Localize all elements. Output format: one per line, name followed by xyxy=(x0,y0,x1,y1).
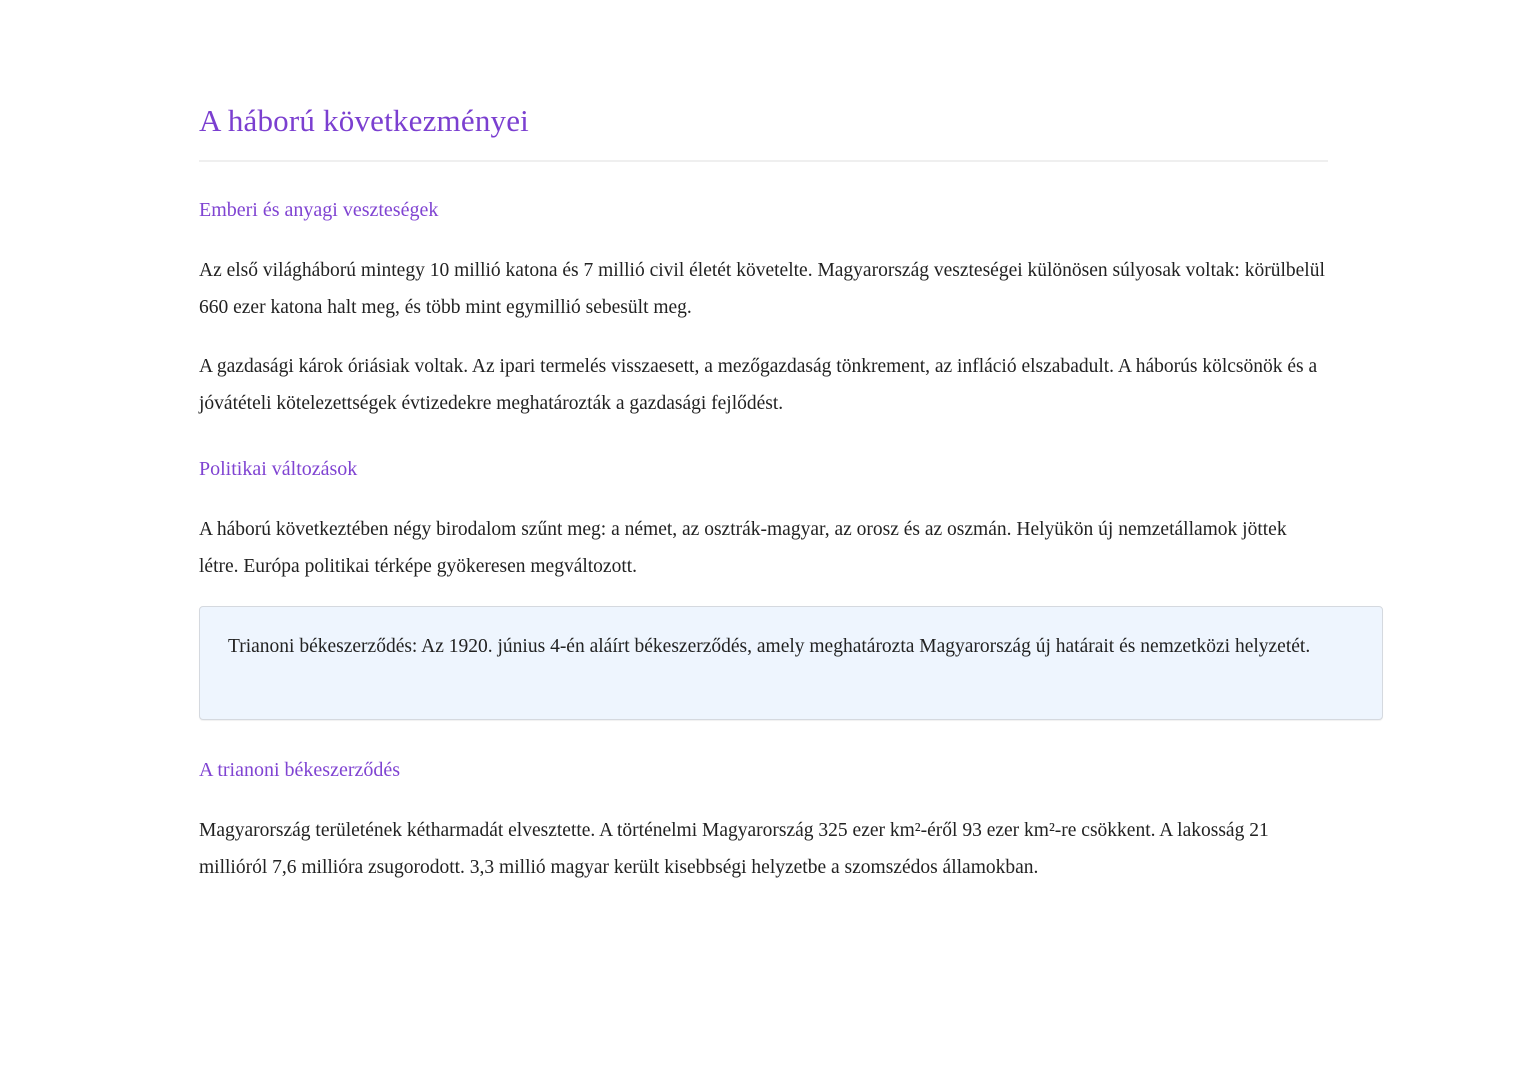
section-heading-losses: Emberi és anyagi veszteségek xyxy=(199,199,439,221)
paragraph-losses-human: Az első világháború mintegy 10 millió katona és 7 millió civil életét követelte. Magyarország veszteségei különösen súlyosak voltak: körülbelül 660 ezer katona halt meg, és több mint egymillió sebesült meg. xyxy=(199,260,1325,318)
section-heading-political: Politikai változások xyxy=(199,458,358,480)
definition-callout-box xyxy=(199,606,1383,720)
paragraph-political-changes: A háború következtében négy birodalom szűnt meg: a német, az osztrák-magyar, az orosz és az oszmán. Helyükön új nemzetállamok jöttek létre. Európa politikai térképe gyökeresen megváltozott. xyxy=(199,519,1287,577)
title-divider xyxy=(199,160,1328,162)
page-title: A háború következményei xyxy=(199,103,529,138)
paragraph-trianon-details: Magyarország területének kétharmadát elvesztette. A történelmi Magyarország 325 ezer km²-éről 93 ezer km²-re csökkent. A lakosság 21 millióról 7,6 millióra zsugorodott. 3,3 millió magyar került kisebbségi helyzetbe a szomszédos államokban. xyxy=(199,820,1269,878)
section-heading-trianon: A trianoni békeszerződés xyxy=(199,759,401,781)
paragraph-losses-economic: A gazdasági károk óriásiak voltak. Az ipari termelés visszaesett, a mezőgazdaság tönkrement, az infláció elszabadult. A háborús kölcsönök és a jóvátételi kötelezettségek évtizedekre meghatározták a gazdasági fejlődést. xyxy=(199,356,1318,414)
callout-text: Trianoni békeszerződés: Az 1920. június 4-én aláírt békeszerződés, amely meghatározta Magyarország új határait és nemzetközi helyzetét. xyxy=(228,636,1311,657)
